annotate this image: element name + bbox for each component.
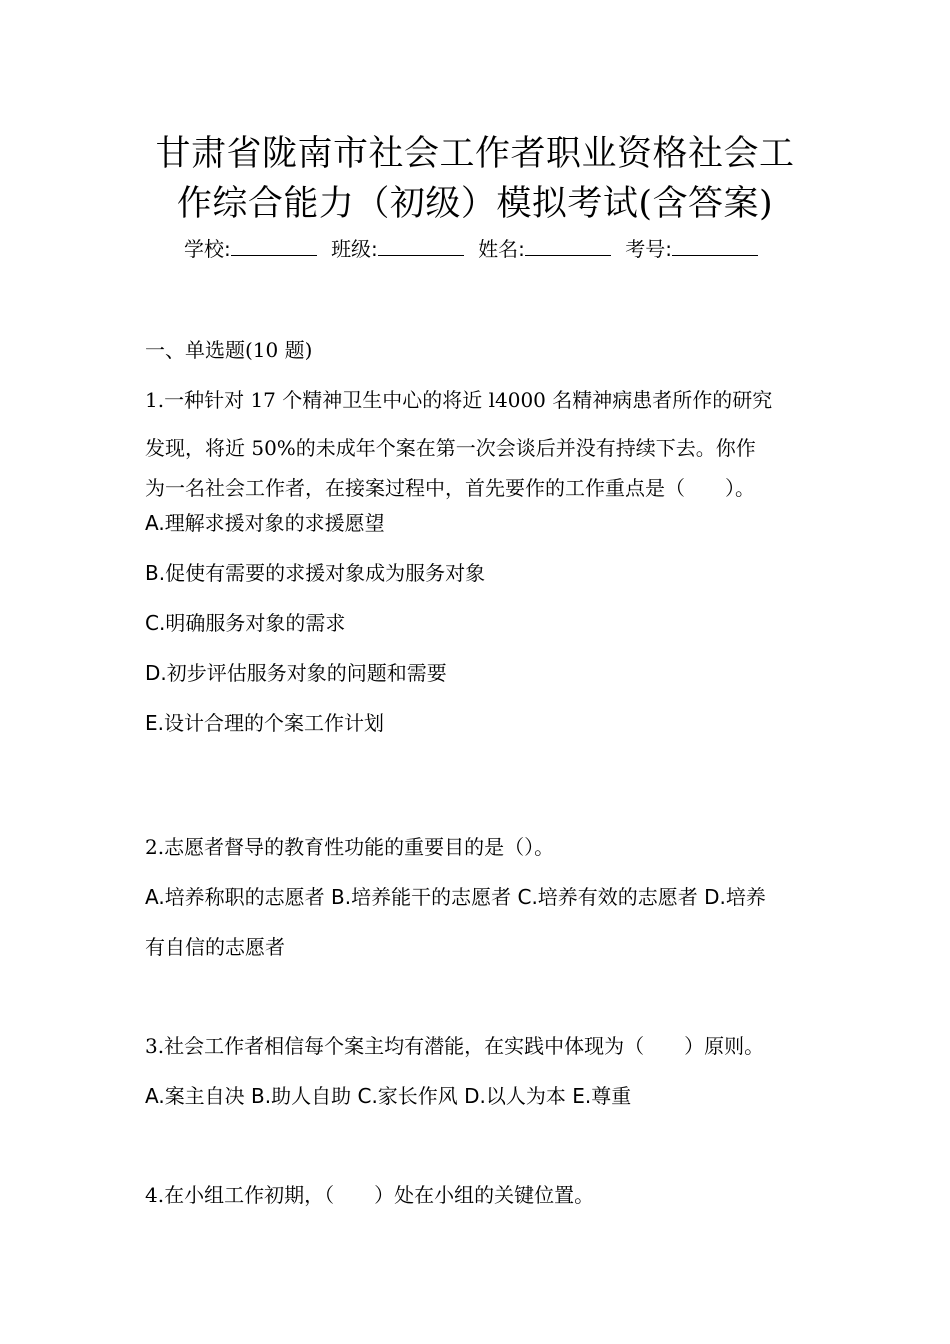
student-info-line <box>100 234 850 264</box>
school-label: 学校: <box>183 237 231 261</box>
question-3-options-line-1: A.案主自决 B.助人自助 C.家长作风 D.以人为本 E.尊重 <box>145 1084 632 1108</box>
question-1-option-c: C.明确服务对象的需求 <box>145 611 346 635</box>
question-2-line-1: 2.志愿者督导的教育性功能的重要目的是（）。 <box>145 835 555 859</box>
question-2-options-line-1: A.培养称职的志愿者 B.培养能干的志愿者 C.培养有效的志愿者 D.培养 <box>145 885 766 909</box>
name-label: 姓名: <box>478 237 525 261</box>
question-1-option-a: A.理解求援对象的求援愿望 <box>145 511 385 535</box>
question-1-line-2: 发现，将近 50%的未成年个案在第一次会谈后并没有持续下去。你作 <box>145 436 756 460</box>
question-3-line-1: 3.社会工作者相信每个案主均有潜能，在实践中体现为（ ）原则。 <box>145 1034 765 1058</box>
class-label: 班级: <box>331 237 378 261</box>
page-title-line-2: 作综合能力（初级）模拟考试(含答案) <box>176 184 774 224</box>
class-blank <box>378 235 464 256</box>
school-blank <box>231 235 317 256</box>
question-1-option-d: D.初步评估服务对象的问题和需要 <box>145 661 447 685</box>
question-1-option-e: E.设计合理的个案工作计划 <box>145 711 384 735</box>
name-blank <box>525 235 611 256</box>
question-2-options-line-2: 有自信的志愿者 <box>145 935 285 959</box>
question-1-line-1: 1.一种针对 17 个精神卫生中心的将近 l4000 名精神病患者所作的研究 <box>145 388 773 412</box>
question-1-line-3: 为一名社会工作者，在接案过程中，首先要作的工作重点是（ ）。 <box>145 476 755 500</box>
exam-number-blank <box>672 235 758 256</box>
exam-number-label: 考号: <box>625 237 673 261</box>
page-title-line-1: 甘肃省陇南市社会工作者职业资格社会工 <box>155 134 795 174</box>
question-1-option-b: B.促使有需要的求援对象成为服务对象 <box>145 561 486 585</box>
question-4-line-1: 4.在小组工作初期，（ ）处在小组的关键位置。 <box>145 1183 595 1207</box>
section-heading: 一、单选题(10 题) <box>145 338 313 362</box>
